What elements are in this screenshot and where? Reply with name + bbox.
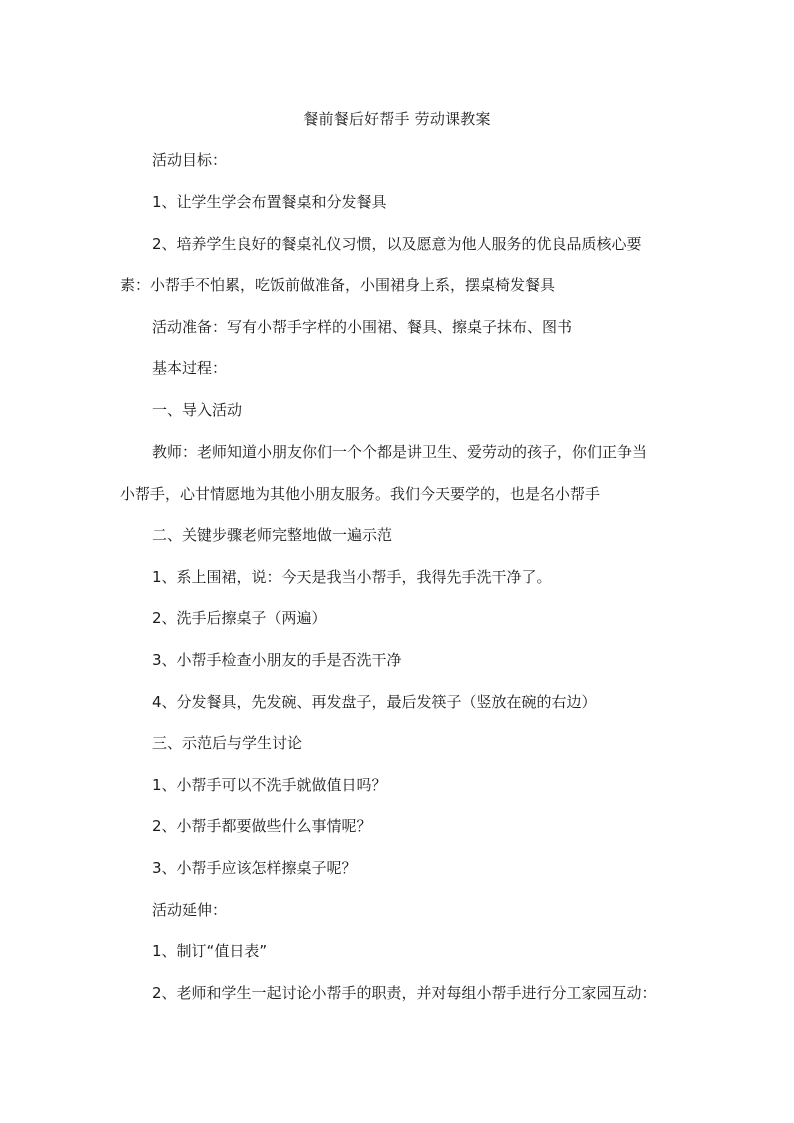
discussion-item-1: 1、小帮手可以不洗手就做值日吗？ (152, 776, 387, 794)
section-3-heading: 三、示范后与学生讨论 (152, 734, 303, 752)
section-2-heading: 二、关键步骤老师完整地做一遍示范 (152, 526, 393, 544)
step-item-4: 4、分发餐具，先发碗、再发盘子，最后发筷子（竖放在碗的右边） (152, 693, 597, 711)
discussion-item-2: 2、小帮手都要做些什么事情呢？ (152, 817, 372, 835)
step-item-1: 1、系上围裙，说：今天是我当小帮手，我得先手洗干净了。 (152, 568, 552, 586)
teacher-paragraph-continued: 小帮手，心甘情愿地为其他小朋友服务。我们今天要学的，也是名小帮手 (120, 485, 601, 503)
extension-item-1: 1、制订“值日表” (152, 942, 268, 960)
goal-item-2: 2、培养学生良好的餐桌礼仪习惯，以及愿意为他人服务的优良品质核心要 (152, 235, 642, 253)
section-1-heading: 一、导入活动 (152, 401, 243, 419)
discussion-item-3: 3、小帮手应该怎样擦桌子呢？ (152, 859, 357, 877)
document-title: 餐前餐后好帮手 劳动课教案 (303, 110, 491, 128)
teacher-paragraph: 教师：老师知道小朋友你们一个个都是讲卫生、爱劳动的孩子，你们正争当 (152, 443, 648, 461)
heading-basic-process: 基本过程： (152, 359, 228, 377)
heading-activity-extension: 活动延伸： (152, 901, 228, 919)
extension-item-2: 2、老师和学生一起讨论小帮手的职责，并对每组小帮手进行分工家园互动： (152, 984, 657, 1002)
heading-activity-goals: 活动目标： (152, 151, 228, 169)
step-item-3: 3、小帮手检查小朋友的手是否洗干净 (152, 651, 402, 669)
activity-preparation: 活动准备：写有小帮手字样的小围裙、餐具、擦桌子抹布、图书 (152, 318, 573, 336)
goal-item-2-continued: 素：小帮手不怕累，吃饭前做准备，小围裙身上系，摆桌椅发餐具 (120, 276, 556, 294)
step-item-2: 2、洗手后擦桌子（两遍） (152, 609, 327, 627)
goal-item-1: 1、让学生学会布置餐桌和分发餐具 (152, 193, 387, 211)
